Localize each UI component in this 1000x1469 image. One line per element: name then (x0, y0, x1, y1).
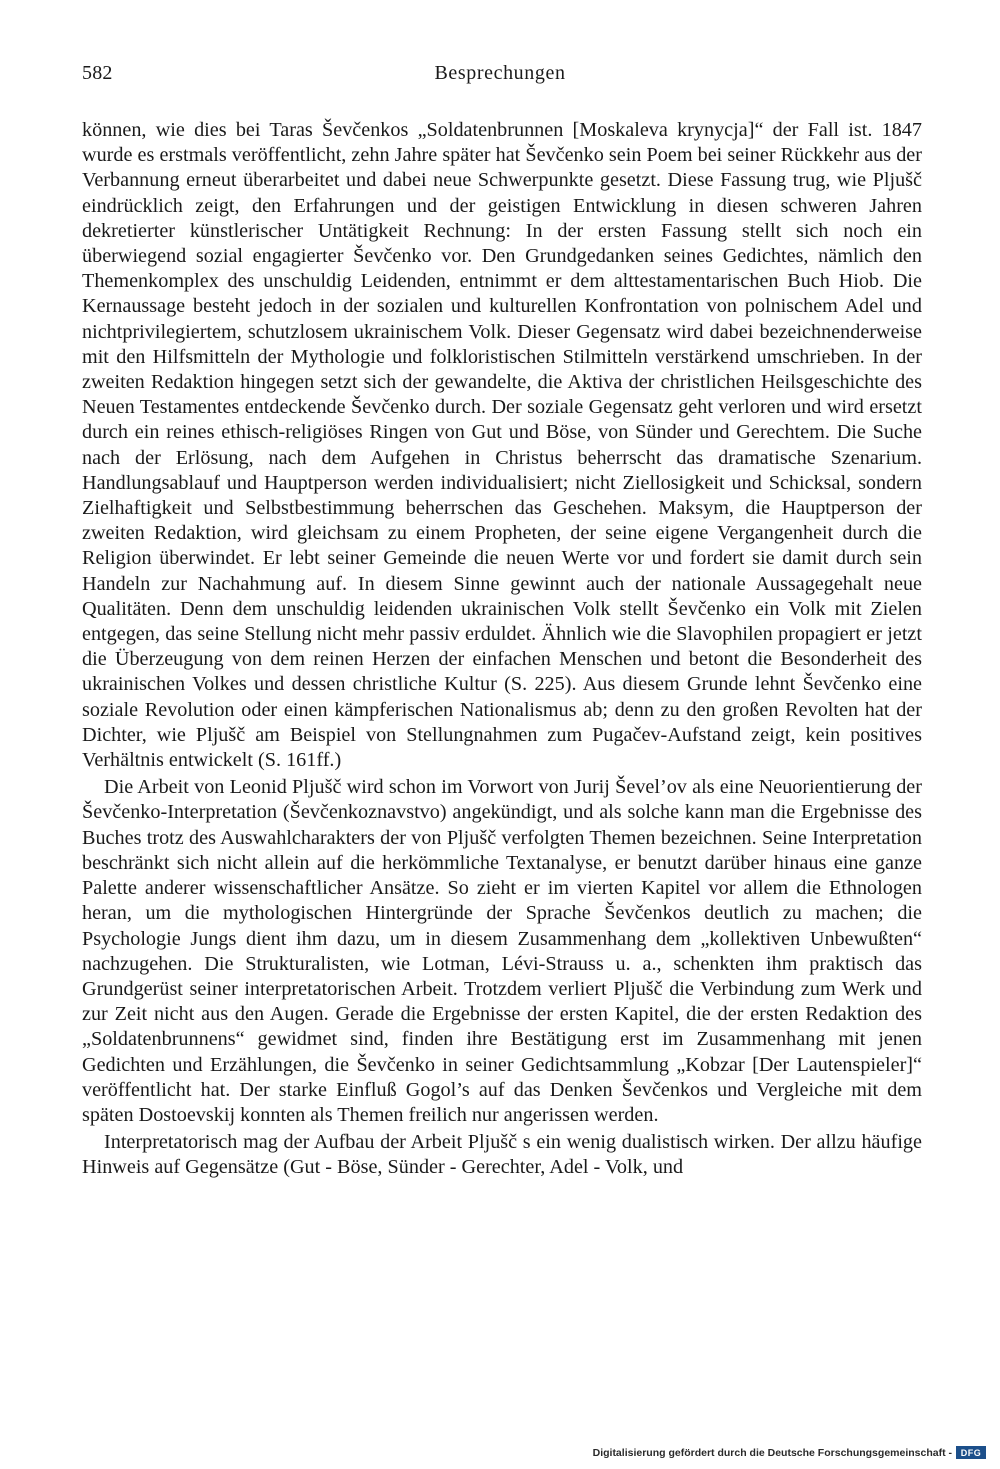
paragraph-1: können, wie dies bei Taras Ševčenkos „Soldatenbrunnen [Moskaleva krynycja]“ der Fall ist. 1847 wurde es erstmals veröffentlicht, zehn Jahre später hat Ševčenko sein Poem bei seiner Rückkehr aus der Verbannung erneut überarbeitet und dabei neue Schwerpunkte gesetzt. Diese Fassung trug, wie Pljušč eindrücklich zeigt, den Erfahrungen und der geistigen Entwicklung in diesen schweren Jahren dekretierter künstlerischer Untätigkeit Rechnung: In der ersten Fassung stellt sich noch ein überwiegend sozial engagierter Ševčenko vor. Den Grundgedanken seines Gedichtes, nämlich den Themenkomplex des unschuldig Leidenden, entnimmt er dem alttestamentarischen Buch Hiob. Die Kernaussage besteht jedoch in der sozialen und kulturellen Konfrontation von polnischem Adel und nichtprivilegiertem, schutzlosem ukrainischem Volk. Dieser Gegensatz wird dabei bezeichnenderweise mit den Hilfsmitteln der Mythologie und folkloristischen Stilmitteln verstärkend umschrieben. In der zweiten Redaktion hingegen setzt sich der gewandelte, die Aktiva der christlichen Heilsgeschichte des Neuen Testamentes entdeckende Ševčenko durch. Der soziale Gegensatz geht verloren und wird ersetzt durch ein reines ethisch-religiöses Ringen von Gut und Böse, von Sünder und Gerechtem. Die Suche nach der Erlösung, nach dem Aufgehen in Christus beherrscht das dramatische Szenarium. Handlungsablauf und Hauptperson werden individualisiert; nicht Ziellosigkeit und Schicksal, sondern Zielhaftigkeit und Selbstbestimmung beherrschen das Geschehen. Maksym, die Hauptperson der zweiten Redaktion, wird gleichsam zu einem Propheten, der seine eigene Vergangenheit durch die Religion überwindet. Er lebt seiner Gemeinde die neuen Werte vor und fordert sie damit durch sein Handeln zur Nachahmung auf. In diesem Sinne gewinnt auch der nationale Aussagegehalt neue Qualitäten. Denn dem unschuldig leidenden ukrainischen Volk stellt Ševčenko ein Volk mit Zielen entgegen, das seine Stellung nicht mehr passiv erduldet. Ähnlich wie die Slavophilen propagiert er jetzt die Überzeugung von dem reinen Herzen der einfachen Menschen und betont die Besonderheit des ukrainischen Volkes und dessen christliche Kultur (S. 225). Aus diesem Grunde lehnt Ševčenko eine soziale Revolution oder einen kämpferischen Nationalismus ab; denn zu den großen Revolten hat der Dichter, wie Pljušč am Beispiel von Stellungnahmen zum Pugačev-Aufstand zeigt, kein positives Verhältnis entwickelt (S. 161ff.) (82, 119, 922, 772)
digitization-footer (593, 1446, 986, 1459)
body-text (82, 118, 922, 1181)
footer-credit: Digitalisierung gefördert durch die Deutsche Forschungsgemeinschaft - (592, 1446, 952, 1459)
dfg-logo: DFG (956, 1446, 986, 1459)
running-head: Besprechungen (434, 62, 566, 84)
page-number: 582 (82, 62, 113, 84)
paragraph-3: Interpretatorisch mag der Aufbau der Arbeit Pljušč s ein wenig dualistisch wirken. Der allzu häufige Hinweis auf Gegensätze (Gut - Böse, Sünder - Gerechter, Adel - Volk, und (82, 1131, 922, 1179)
paragraph-2: Die Arbeit von Leonid Pljušč wird schon im Vorwort von Jurij Ševel’ov als eine Neuorientierung der Ševčenko-Interpretation (Ševčenkoznavstvo) angekündigt, und als solche kann man die Ergebnisse des Buches trotz des Auswahlcharakters der von Pljušč verfolgten Themen bezeichnen. Seine Interpretation beschränkt sich nicht allein auf die herkömmliche Textanalyse, er benutzt darüber hinaus eine ganze Palette anderer wissenschaftlicher Ansätze. So zieht er im vierten Kapitel vor allem die Ethnologen heran, um die mythologischen Hintergründe der Sprache Ševčenkos deutlich zu machen; die Psychologie Jungs dient ihm dazu, um in diesem Zusammenhang dem „kollektiven Unbewußten“ nachzugehen. Die Strukturalisten, wie Lotman, Lévi-Strauss u. a., schenkten ihm praktisch das Grundgerüst seiner interpretatorischen Arbeit. Trotzdem verliert Pljušč die Verbindung zum Werk und zur Zeit nicht aus den Augen. Gerade die Ergebnisse der ersten Kapitel, die der ersten Redaktion des „Soldatenbrunnens“ gewidmet sind, finden ihre Bestätigung erst im Zusammenhang mit jenen Gedichten und Erzählungen, die Ševčenko in seiner Gedichtsammlung „Kobzar [Der Lautenspieler]“ veröffentlicht hat. Der starke Einfluß Gogol’s auf das Denken Ševčenkos und Vergleiche mit dem späten Dostoevskij konnten als Themen freilich nur angerissen werden. (82, 776, 922, 1126)
